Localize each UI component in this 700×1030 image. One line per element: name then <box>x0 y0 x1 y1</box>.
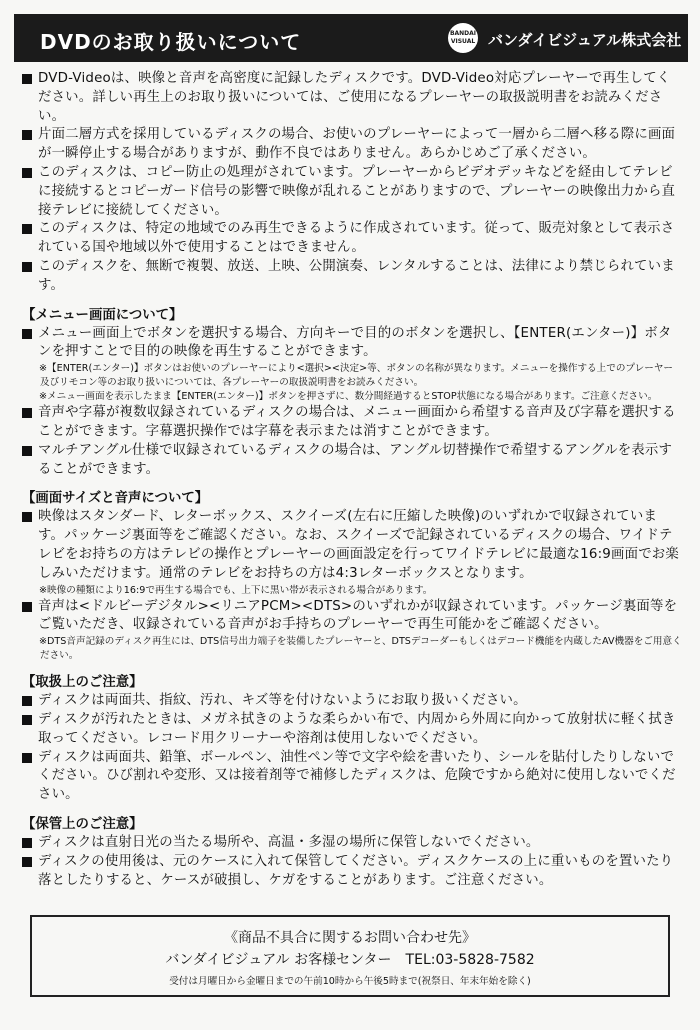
section-heading-menu: 【メニュー画面について】 <box>22 307 183 323</box>
item-text: 音声や字幕が複数収録されているディスクの場合は、メニュー画面から希望する音声及び字幕を選択することができます。字幕選択操作では字幕を表示または消すことができます。 <box>38 405 676 439</box>
note-text: ※【ENTER(エンター)】ボタンはお使いのプレーヤーにより<選択><決定>等、ボタンの名称が異なります。メニューを操作する上でのプレーヤー及びリモコン等のお取り扱いについては、各プレーヤーの取扱説明書をお読みください。 <box>39 363 674 389</box>
square-bullet-icon <box>22 753 32 763</box>
square-bullet-icon <box>22 168 32 178</box>
storage-item <box>22 853 682 891</box>
item-text: マルチアングル仕様で収録されているディスクの場合は、アングル切替操作で希望するアングルを表示することができます。 <box>38 442 673 477</box>
item-text: 映像はスタンダード、レターボックス、スクイーズ(左右に圧縮した映像)のいずれかで収録されています。パッケージ裏面等をご確認ください。なお、スクイーズで記録されているディスクの場合、ワイドテレビをお持ちの方はテレビの操作とプレーヤーの画面設定を行ってワイドテレビに最適な16:9画面でお楽しみいただけます。通常のテレビをお持ちの方は4:3レターボックスとなります。 <box>38 509 679 581</box>
storage-item <box>22 834 682 853</box>
item-text: メニュー画面上でボタンを選択する場合、方向キーで目的のボタンを選択し、【ENTER(エンター)】ボタンを押すことで目的の映像を再生することができます。 <box>38 325 672 360</box>
section-heading-storage: 【保管上のご注意】 <box>22 816 143 832</box>
square-bullet-icon <box>22 262 32 272</box>
contact-hours: 受付は月曜日から金曜日までの午前10時から午後5時まで(祝祭日、年末年始を除く) <box>169 976 531 987</box>
item-text: このディスクは、コピー防止の処理がされています。プレーヤーからビデオデッキなどを経由してテレビに接続するとコピーガード信号の影響で映像が乱れることがありますので、プレーヤーの映像出力から直接テレビに接続してください。 <box>38 164 676 218</box>
item-text: このディスクは、特定の地域でのみ再生できるように作成されています。従って、販売対象として表示されている国や地域以外で使用することはできません。 <box>38 221 675 256</box>
menu-item <box>22 404 682 442</box>
handling-item <box>22 749 682 805</box>
square-bullet-icon <box>22 446 32 456</box>
item-text: 音声は<ドルビーデジタル><リニアPCM><DTS>のいずれかが収録されています。パッケージ裏面等をご覧いただき、収録されている音声がお手持ちのプレーヤーで再生可能かをご確認ください。 <box>38 598 678 633</box>
screen-item <box>22 508 682 583</box>
intro-item <box>22 258 682 296</box>
contact-heading: 《商品不具合に関するお問い合わせ先》 <box>224 930 476 946</box>
section-heading-handling: 【取扱上のご注意】 <box>22 675 143 691</box>
intro-item <box>22 126 682 164</box>
square-bullet-icon <box>22 224 32 234</box>
item-text: ディスクは両面共、指紋、汚れ、キズ等を付けないようにお取り扱いください。 <box>38 693 527 709</box>
header-bar <box>14 14 688 62</box>
item-text: DVD-Videoは、映像と音声を高密度に記録したディスクです。DVD-Video対応プレーヤーで再生してください。詳しい再生上のお取り扱いについては、ご使用になるプレーヤーの取扱説明書をお読みください。 <box>38 71 671 124</box>
document-body <box>22 70 682 890</box>
menu-item <box>22 442 682 480</box>
note-text: ※DTS音声記録のディスク再生には、DTS信号出力端子を装備したプレーヤーと、DTSデコーダーもしくはデコード機能を内蔵したAV機器をご用意ください。 <box>39 636 682 662</box>
square-bullet-icon <box>22 74 32 84</box>
bandai-visual-logo: BANDAI VISUAL <box>448 23 478 53</box>
menu-item <box>22 325 682 363</box>
contact-center: バンダイビジュアル お客様センター TEL:03-5828-7582 <box>165 952 535 968</box>
square-bullet-icon <box>22 715 32 725</box>
square-bullet-icon <box>22 512 32 522</box>
screen-item <box>22 598 682 636</box>
square-bullet-icon <box>22 602 32 612</box>
note-text: ※メニュー画面を表示したまま【ENTER(エンター)】ボタンを押さずに、数分間経過するとSTOP状態になる場合があります。ご注意ください。 <box>39 391 658 403</box>
intro-item <box>22 164 682 220</box>
square-bullet-icon <box>22 130 32 140</box>
square-bullet-icon <box>22 408 32 418</box>
note-text: ※映像の種類により16:9で再生する場合でも、上下に黒い帯が表示される場合があります。 <box>39 584 433 596</box>
intro-item <box>22 220 682 258</box>
item-text: ディスクが汚れたときは、メガネ拭きのような柔らかい布で、内周から外周に向かって放射状に軽く拭き取ってください。レコード用クリーナーや溶剤は使用しないでください。 <box>38 711 676 746</box>
square-bullet-icon <box>22 838 32 848</box>
page-title: DVDのお取り扱いについて <box>40 30 302 54</box>
handling-item <box>22 692 682 711</box>
square-bullet-icon <box>22 329 32 339</box>
item-text: ディスクは両面共、鉛筆、ボールペン、油性ペン等で文字や絵を書いたり、シールを貼付したりしないでください。ひび割れや変形、又は接着剤等で補修したディスクは、危険ですから絶対に使用しないでください。 <box>38 749 676 803</box>
square-bullet-icon <box>22 696 32 706</box>
intro-item <box>22 70 682 126</box>
item-text: このディスクを、無断で複製、放送、上映、公開演奏、レンタルすることは、法律により禁じられています。 <box>38 258 675 293</box>
item-text: 片面二層方式を採用しているディスクの場合、お使いのプレーヤーによって一層から二層へ移る際に画面が一瞬停止する場合がありますが、動作不良ではありません。あらかじめご了承ください。 <box>38 127 676 162</box>
item-text: ディスクは直射日光の当たる場所や、高温・多湿の場所に保管しないでください。 <box>38 834 540 850</box>
handling-item <box>22 711 682 749</box>
company-name: バンダイビジュアル株式会社 <box>488 31 682 49</box>
section-heading-screen: 【画面サイズと音声について】 <box>22 491 209 507</box>
contact-box <box>30 915 670 997</box>
item-text: ディスクの使用後は、元のケースに入れて保管してください。ディスクケースの上に重いものを置いたり落としたりすると、ケースが破損し、ケガをすることがあります。ご注意ください。 <box>38 853 674 888</box>
square-bullet-icon <box>22 857 32 867</box>
